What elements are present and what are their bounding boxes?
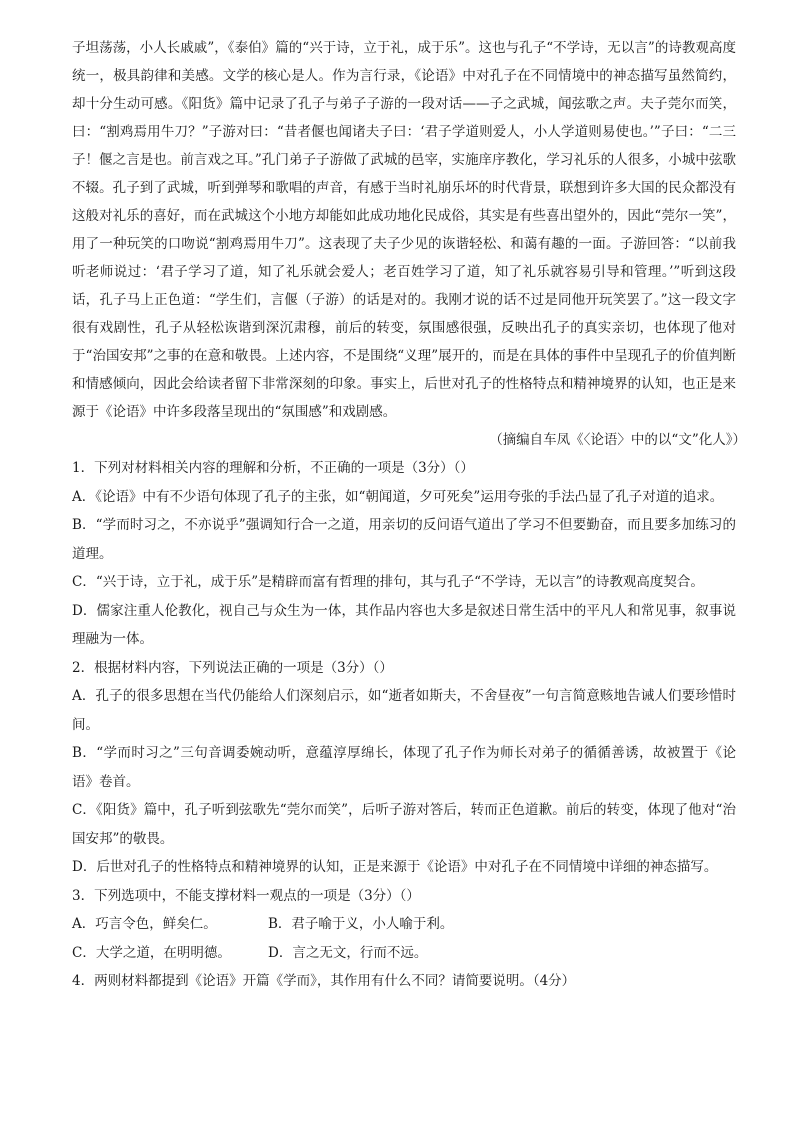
passage-text: 子坦荡荡，小人长戚戚”，《泰伯》篇的“兴于诗，立于礼，成于乐”。这也与孔子“不学诗，无以言”的诗教观高度统一，极具韵律和美感。文学的核心是人。作为言行录，《论语》中对孔子在不同情境中的神态描写虽然简约，却十分生动可感。《阳货》篇中记录了孔子与弟子子游的一段对话——子之武城，闻弦歌之声。夫子莞尔而笑，曰：“割鸡焉用牛刀？”子游对曰：“昔者偃也闻诸夫子曰：‘君子学道则爱人，小人学道则易使也。’”子曰：“二三子！偃之言是也。前言戏之耳。”孔门弟子子游做了武城的邑宰，实施庠序教化，学习礼乐的人很多，小城中弦歌不辍。孔子到了武城，听到弹琴和歌唱的声音，有感于当时礼崩乐坏的时代背景，联想到许多大国的民众都没有这般对礼乐的喜好，而在武城这个小地方却能如此成功地化民成俗，其实是有些喜出望外的，因此“莞尔一笑”，用了一种玩笑的口吻说“割鸡焉用牛刀”。这表现了夫子少见的诙谐轻松、和蔼有趣的一面。子游回答：“以前我听老师说过：‘君子学习了道，知了礼乐就会爱人；老百姓学习了道，知了礼乐就容易引导和管理。’”听到这段话，孔子马上正色道：“学生们，言偃（子游）的话是对的。我刚才说的话不过是同他开玩笑罢了。”这一段文字很有戏剧性，孔子从轻松诙谐到深沉肃穆，前后的转变，氛围感很强，反映出孔子的真实亲切，也体现了他对于“治国安邦”之事的在意和敬畏。上述内容，不是围绕“义理”展开的，而是在具体的事件中呈现孔子的价值判断和情感倾向，因此会给读者留下非常深刻的印象。事实上，后世对孔子的性格特点和精神境界的认知，也正是来源于《论语》中许多段落呈现出的“氛围感”和戏剧感。 — [72, 40, 736, 420]
question-2-option-d: D．后世对孔子的性格特点和精神境界的认知，正是来源于《论语》中对孔子在不同情境中详细的神态描写。 — [72, 859, 718, 875]
question-2-option-a: A．孔子的很多思想在当代仍能给人们深刻启示，如“逝者如斯夫，不舍昼夜”一句言简意赅地告诫人们要珍惜时间。 — [72, 688, 736, 733]
question-4 — [72, 967, 736, 996]
question-3-options-row-1 — [72, 910, 736, 939]
question-2-stem: 2．根据材料内容，下列说法正确的一项是（3分）（） — [72, 659, 393, 676]
question-4-stem: 4．两则材料都提到《论语》开篇《学而》，其作用有什么不同？请简要说明。（4分） — [72, 973, 576, 989]
question-3-option-b: B．君子喻于义，小人喻于利。 — [268, 916, 454, 932]
question-3-options-row-2 — [72, 939, 736, 968]
question-1 — [72, 454, 736, 654]
question-1-option-b: B．“学而时习之，不亦说乎”强调知行合一之道，用亲切的反问语气道出了学习不但要勤奋，而且要多加练习的道理。 — [72, 517, 736, 562]
question-3-option-d: D．言之无文，行而不远。 — [268, 944, 428, 961]
question-3-option-c: C．大学之道，在明明德。 — [72, 944, 231, 961]
question-3 — [72, 882, 736, 968]
question-1-option-d: D．儒家注重人伦教化，视自己与众生为一体，其作品内容也大多是叙述日常生活中的平凡人和常见事，叙事说理融为一体。 — [72, 602, 736, 647]
question-1-option-c: C．“兴于诗，立于礼，成于乐”是精辟而富有哲理的排句，其与孔子“不学诗，无以言”的诗教观高度契合。 — [72, 574, 704, 590]
question-3-option-a: A．巧言令色，鲜矣仁。 — [72, 916, 217, 932]
question-2 — [72, 654, 736, 882]
reading-passage — [72, 34, 736, 426]
question-1-stem: 1．下列对材料相关内容的理解和分析，不正确的一项是（3分）（） — [72, 460, 474, 476]
question-3-stem: 3．下列选项中，不能支撑材料一观点的一项是（3分）（） — [72, 887, 420, 904]
question-2-option-c: C．《阳货》篇中，孔子听到弦歌先“莞尔而笑”，后听子游对答后，转而正色道歉。前后的转变，体现了他对“治国安邦”的敬畏。 — [72, 802, 736, 847]
question-1-option-a: A．《论语》中有不少语句体现了孔子的主张，如“朝闻道，夕可死矣”运用夸张的手法凸显了孔子对道的追求。 — [72, 488, 724, 505]
passage-source: （摘编自车凤《〈论语〉中的以“文”化人》） — [489, 432, 746, 448]
question-2-option-b: B．“学而时习之”三句音调委婉动听，意蕴淳厚绵长，体现了孔子作为师长对弟子的循循善诱，故被置于《论语》卷首。 — [72, 745, 736, 790]
